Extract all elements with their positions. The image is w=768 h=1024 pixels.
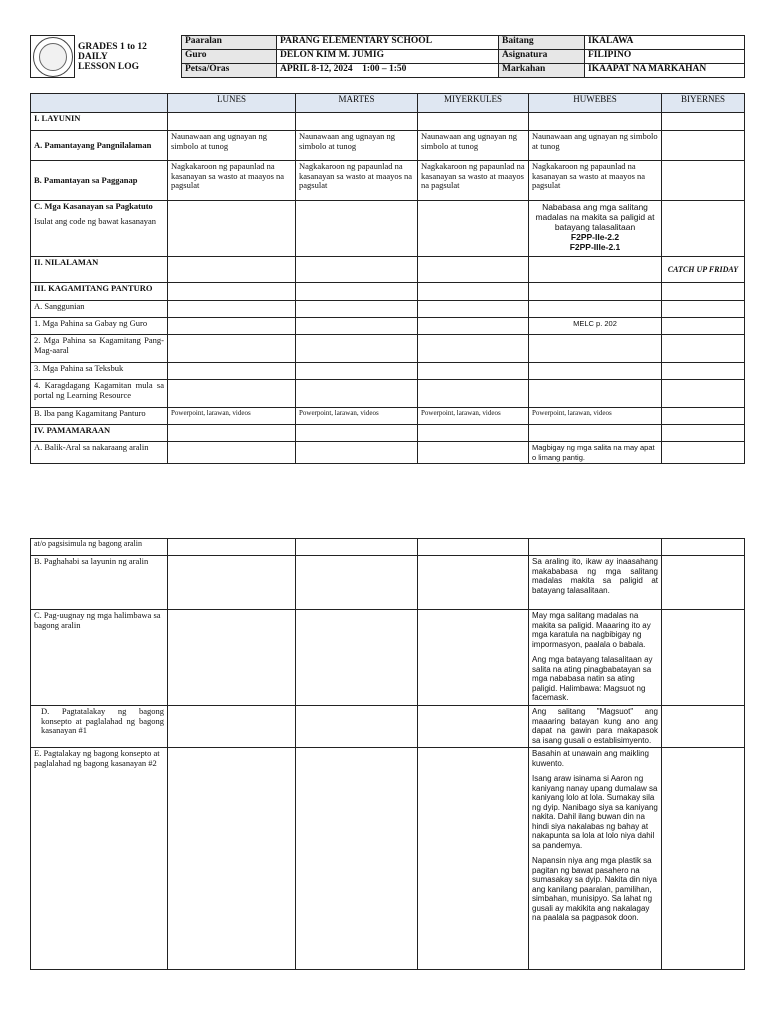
cell-pagtatalakay-2-huwebes	[529, 748, 662, 970]
value-asignatura: FILIPINO	[585, 50, 745, 64]
deped-seal	[31, 36, 75, 78]
row-label-pag-uugnay: C. Pag-uugnay ng mga halimbawa sa bagong aralin	[31, 610, 168, 706]
row-label-karagdagang: 4. Karagdagang Kagamitan mula sa portal ng Learning Resource	[31, 380, 168, 408]
day-huwebes: HUWEBES	[529, 94, 662, 113]
cell-iba-pa-martes: Powerpoint, larawan, videos	[296, 408, 418, 425]
pagkatuto-code-1: F2PP-IIe-2.2	[570, 232, 620, 242]
cell-iba-pa-miyerkules: Powerpoint, larawan, videos	[418, 408, 529, 425]
pagkatuto-sub: Isulat ang code ng bawat kasanayan	[34, 215, 157, 226]
row-label-paghahabi: B. Paghahabi sa layunin ng aralin	[31, 556, 168, 610]
value-petsa: APRIL 8-12, 2024 1:00 – 1:50	[277, 64, 499, 78]
value-guro: DELON KIM M. JUMIG	[277, 50, 499, 64]
day-miyerkules: MIYERKULES	[418, 94, 529, 113]
pagkatuto-code-2: F2PP-IIIe-2.1	[569, 242, 621, 252]
row-label-pagkatuto	[31, 201, 168, 257]
story-paragraph-2: Napansin niya ang mga plastik sa pagitan ng bawat pasahero na sumasakay sa dyip. Nakita din niya ang kanilang paaralan, pamilihan, simbahan, munisipyo. Sa lahat ng gusali ay makikita ang nakalagay na paalala sa pagpasok doon.	[532, 856, 657, 922]
row-label-kagamitang-mag-aaral: 2. Mga Pahina sa Kagamitang Pang- Mag-aaral	[31, 335, 168, 363]
label-asignatura: Asignatura	[499, 50, 585, 64]
cell-pangnilalaman-miyerkules: Naunawaan ang ugnayan ng simbolo at tunog	[418, 131, 529, 161]
seal-icon	[33, 37, 73, 77]
cell-gabay-huwebes: MELC p. 202	[529, 318, 662, 335]
cell-pagganap-miyerkules: Nagkakaroon ng papaunlad na kasanayan sa wasto at maayos na pagsulat	[418, 161, 529, 201]
cell-pangnilalaman-lunes: Naunawaan ang ugnayan ng simbolo at tunog	[168, 131, 296, 161]
pag-uugnay-paragraph-1: May mga salitang madalas na makita sa paligid. Maaaring ito ay mga karatula na nagbibigay ng impormasyon, paalala o babala.	[532, 611, 651, 649]
row-label-pagtatalakay-2: E. Pagtalakay ng bagong konsepto at paglalahad ng bagong kasanayan #2	[31, 748, 168, 970]
value-baitang: IKALAWA	[585, 36, 745, 50]
row-label-continuation: at/o pagsisimula ng bagong aralin	[31, 539, 168, 556]
row-label-gabay: 1. Mga Pahina sa Gabay ng Guro	[31, 318, 168, 335]
row-label-iba-pa: B. Iba pang Kagamitang Panturo	[31, 408, 168, 425]
row-label-pangnilalaman: A. Pamantayang Pangnilalaman	[31, 131, 168, 161]
cell-pagtatalakay-1-huwebes: Ang salitang "Magsuot" ang maaaring batayan kung ano ang dapat na gawin para makapasok sa isang gusali o establisimyento.	[529, 706, 662, 748]
catch-up-friday: CATCH UP FRIDAY	[662, 257, 745, 283]
value-markahan: IKAAPAT NA MARKAHAN	[585, 64, 745, 78]
cell-pagganap-lunes: Nagkakaroon ng papaunlad na kasanayan sa wasto at maayos na pagsulat	[168, 161, 296, 201]
label-paaralan: Paaralan	[182, 36, 277, 50]
row-label-balik-aral: A. Balik-Aral sa nakaraang aralin	[31, 442, 168, 464]
section-pamamaraan: IV. PAMAMARAAN	[31, 425, 168, 442]
section-layunin: I. LAYUNIN	[31, 113, 168, 131]
cell-pagganap-huwebes: Nagkakaroon ng papaunlad na kasanayan sa wasto at maayos na pagsulat	[529, 161, 662, 201]
label-baitang: Baitang	[499, 36, 585, 50]
section-kagamitan: III. KAGAMITANG PANTURO	[31, 283, 168, 301]
cell-pagganap-martes: Nagkakaroon ng papaunlad na kasanayan sa wasto at maayos na pagsulat	[296, 161, 418, 201]
label-markahan: Markahan	[499, 64, 585, 78]
lesson-table-page-1	[30, 93, 745, 464]
cell-pangnilalaman-martes: Naunawaan ang ugnayan ng simbolo at tunog	[296, 131, 418, 161]
pag-uugnay-paragraph-2: Ang mga batayang talasalitaan ay salita na ating pinagbabatayan sa mga nababasa natin sa ating paligid. Halimbawa: Magsuot ng facemask.	[532, 655, 653, 702]
pagkatuto-title: C. Mga Kasanayan sa Pagkatuto	[34, 201, 153, 211]
cell-balik-aral-huwebes: Magbigay ng mga salita na may apat o limang pantig.	[529, 442, 662, 464]
row-label-pagtatalakay-1: D. Pagtatalakay ng bagong konsepto at paglalahad ng bagong kasanayan #1	[31, 706, 168, 748]
cell-pagkatuto-huwebes	[529, 201, 662, 257]
label-guro: Guro	[182, 50, 277, 64]
day-martes: MARTES	[296, 94, 418, 113]
title-line-1: GRADES 1 to 12	[78, 41, 147, 52]
header-table	[30, 35, 745, 78]
story-paragraph-1: Isang araw isinama si Aaron ng kaniyang nanay upang dumalaw sa kaniyang lolo at lola. Sumakay sila ng dyip. Nanibago siya sa kaniyang nakita. Dahil ilang buwan din na hindi siya nakalabas ng bahay at nakapunta sa lola at lolo niya dahil sa pandemya.	[532, 774, 658, 850]
cell-pag-uugnay-huwebes	[529, 610, 662, 706]
cell-iba-pa-lunes: Powerpoint, larawan, videos	[168, 408, 296, 425]
story-instruction: Basahin at unawain ang maikling kuwento.	[532, 749, 649, 768]
log-title	[75, 36, 182, 78]
cell-paghahabi-huwebes: Sa araling ito, ikaw ay inaasahang makababasa ng mga salitang madalas makita sa paligid at batayang talasalitaan.	[529, 556, 662, 610]
lesson-table-page-2	[30, 538, 745, 970]
day-biyernes: BIYERNES	[662, 94, 745, 113]
label-petsa: Petsa/Oras	[182, 64, 277, 78]
row-label-sanggunian: A. Sanggunian	[31, 301, 168, 318]
cell-iba-pa-huwebes: Powerpoint, larawan, videos	[529, 408, 662, 425]
title-line-3: LESSON LOG	[78, 61, 139, 72]
title-line-2: DAILY	[78, 51, 108, 62]
value-paaralan: PARANG ELEMENTARY SCHOOL	[277, 36, 499, 50]
row-label-teksbuk: 3. Mga Pahina sa Teksbuk	[31, 363, 168, 380]
day-lunes: LUNES	[168, 94, 296, 113]
corner-cell	[31, 94, 168, 113]
pagkatuto-competency: Nababasa ang mga salitang madalas na makita sa paligid at batayang talasalitaan	[535, 202, 655, 232]
row-label-pagganap: B. Pamantayan sa Pagganap	[31, 161, 168, 201]
section-nilalaman: II. NILALAMAN	[31, 257, 168, 283]
cell-pangnilalaman-huwebes: Naunawaan ang ugnayan ng simbolo at tunog	[529, 131, 662, 161]
